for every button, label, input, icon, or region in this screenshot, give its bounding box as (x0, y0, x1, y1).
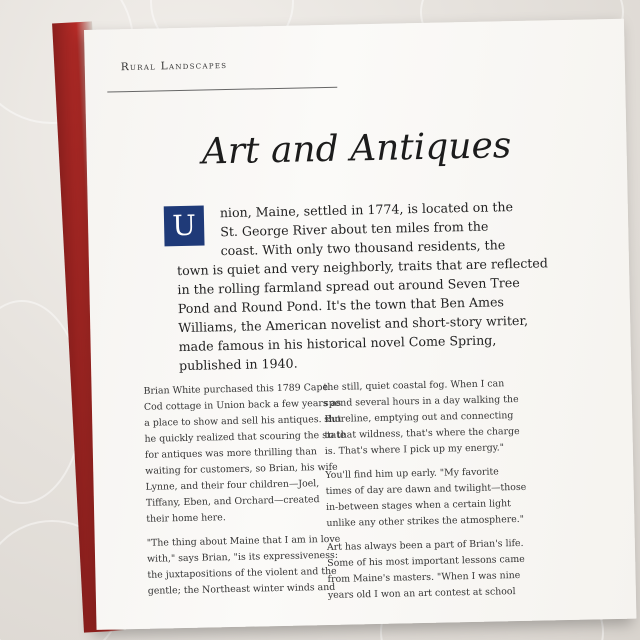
intro-line: in the rolling farmland spread out around Seven Tree (177, 274, 520, 298)
header-rule (107, 87, 337, 93)
right-column-line: spend several hours in a day walking the (323, 393, 519, 410)
right-column-line: Art has always been a part of Brian's life. (326, 537, 524, 554)
right-column (323, 375, 560, 604)
left-column-line: Tiffany, Eben, and Orchard—created (145, 494, 320, 509)
intro-line: published in 1940. (178, 355, 298, 374)
left-column (143, 380, 346, 600)
intro-line: town is quiet and very neighborly, traits that are reflected (176, 255, 549, 279)
right-column-line: the still, quiet coastal fog. When I can (323, 378, 505, 394)
left-column-line: Brian White purchased this 1789 Cape (143, 381, 329, 397)
intro-paragraph (164, 196, 567, 375)
drop-cap: U (164, 206, 205, 247)
intro-line: made famous in his historical novel Come Spring, (178, 332, 497, 355)
left-column-line: their home here. (146, 512, 226, 525)
left-column-line: "The thing about Maine that I am in love (146, 533, 341, 549)
right-column-line: is. That's where I pick up my energy." (324, 442, 505, 458)
right-column-line: years old I won an art contest at school (327, 586, 516, 602)
intro-line: Pond and Round Pond. It's the town that Ben Ames (177, 294, 505, 317)
book-page (84, 19, 636, 630)
left-column-line: gentle; the Northeast winter winds and (147, 581, 336, 597)
left-column-line: a place to show and sell his antiques. But (144, 413, 342, 429)
right-column-line: unlike any other strikes the atmosphere." (326, 513, 525, 530)
left-column-line: Lynne, and their four children—Joel, (145, 478, 320, 493)
left-column-line: with," says Brian, "is its expressiveness: (146, 549, 339, 565)
section-header: Rural Landscapes (120, 59, 228, 74)
right-column-line: Some of his most important lessons came (327, 553, 525, 570)
intro-line: nion, Maine, settled in 1774, is located on the (219, 199, 514, 221)
left-column-line: for antiques was more thrilling than (144, 446, 318, 461)
intro-line: St. George River about ten miles from the (220, 218, 489, 240)
intro-line: coast. With only two thousand residents, the (220, 237, 506, 259)
left-column-line: he quickly realized that scouring the state (144, 429, 346, 445)
right-column-line: shoreline, emptying out and connecting (324, 410, 514, 426)
page-title: Art and Antiques (201, 125, 512, 173)
right-column-line: You'll find him up early. "My favorite (325, 466, 499, 482)
left-column-line: Cod cottage in Union back a few years as (143, 397, 342, 413)
right-column-line: in-between stages when a certain light (325, 498, 511, 514)
intro-line: Williams, the American novelist and short-story writer, (178, 312, 529, 336)
right-column-line: times of day are dawn and twilight—those (325, 481, 527, 498)
left-column-line: waiting for customers, so Brian, his wife (145, 461, 338, 477)
left-column-line: the juxtapositions of the violent and the (147, 565, 337, 581)
right-column-line: from Maine's masters. "When I was nine (327, 569, 521, 586)
right-column-line: to that wildness, that's where the charge (324, 425, 520, 442)
